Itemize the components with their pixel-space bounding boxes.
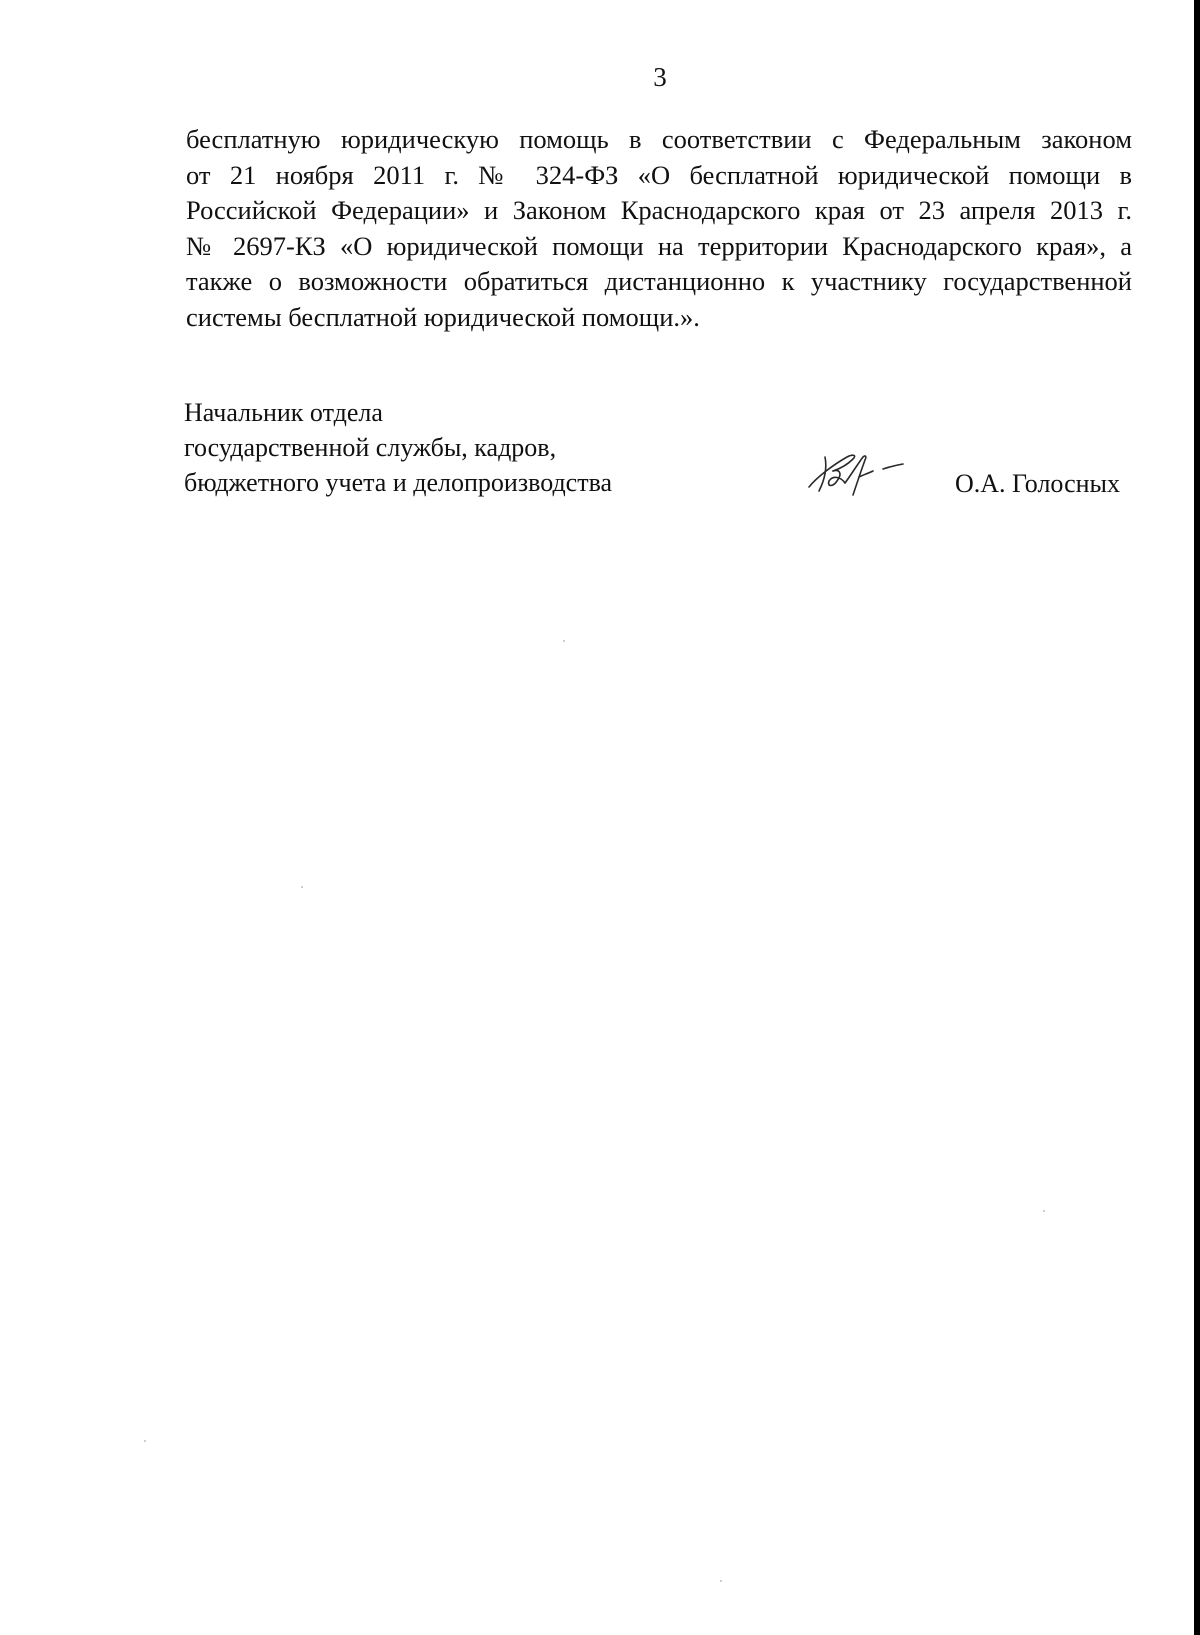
body-text-line: также о возможности обратиться дистанционно к участнику государственной bbox=[186, 266, 1132, 296]
position-line: бюджетного учета и делопроизводства bbox=[184, 468, 613, 497]
page-number: 3 bbox=[653, 62, 667, 92]
position-line: Начальник отдела bbox=[184, 398, 383, 427]
signatory-position bbox=[184, 395, 784, 500]
position-line: государственной службы, кадров, bbox=[184, 433, 557, 462]
scan-speck bbox=[720, 1580, 722, 1582]
handwritten-signature bbox=[803, 447, 913, 499]
scan-speck bbox=[563, 640, 565, 642]
scan-edge bbox=[1194, 0, 1200, 1635]
body-text-line: Российской Федерации» и Законом Краснодарского края от 23 апреля 2013 г. bbox=[186, 195, 1132, 225]
signer-name: О.А. Голосных bbox=[955, 469, 1121, 498]
body-text-line: № 2697-КЗ «О юридической помощи на территории Краснодарского края», а bbox=[186, 230, 1132, 261]
body-text bbox=[186, 122, 1132, 335]
body-text-line: системы бесплатной юридической помощи.». bbox=[186, 301, 700, 332]
body-text-line: бесплатную юридическую помощь в соответствии с Федеральным законом bbox=[186, 124, 1132, 154]
body-text-line: от 21 ноября 2011 г. № 324-ФЗ «О бесплатной юридической помощи в bbox=[186, 159, 1132, 190]
scan-speck bbox=[1043, 1210, 1045, 1212]
scan-speck bbox=[144, 1440, 146, 1442]
scan-speck bbox=[301, 886, 303, 888]
